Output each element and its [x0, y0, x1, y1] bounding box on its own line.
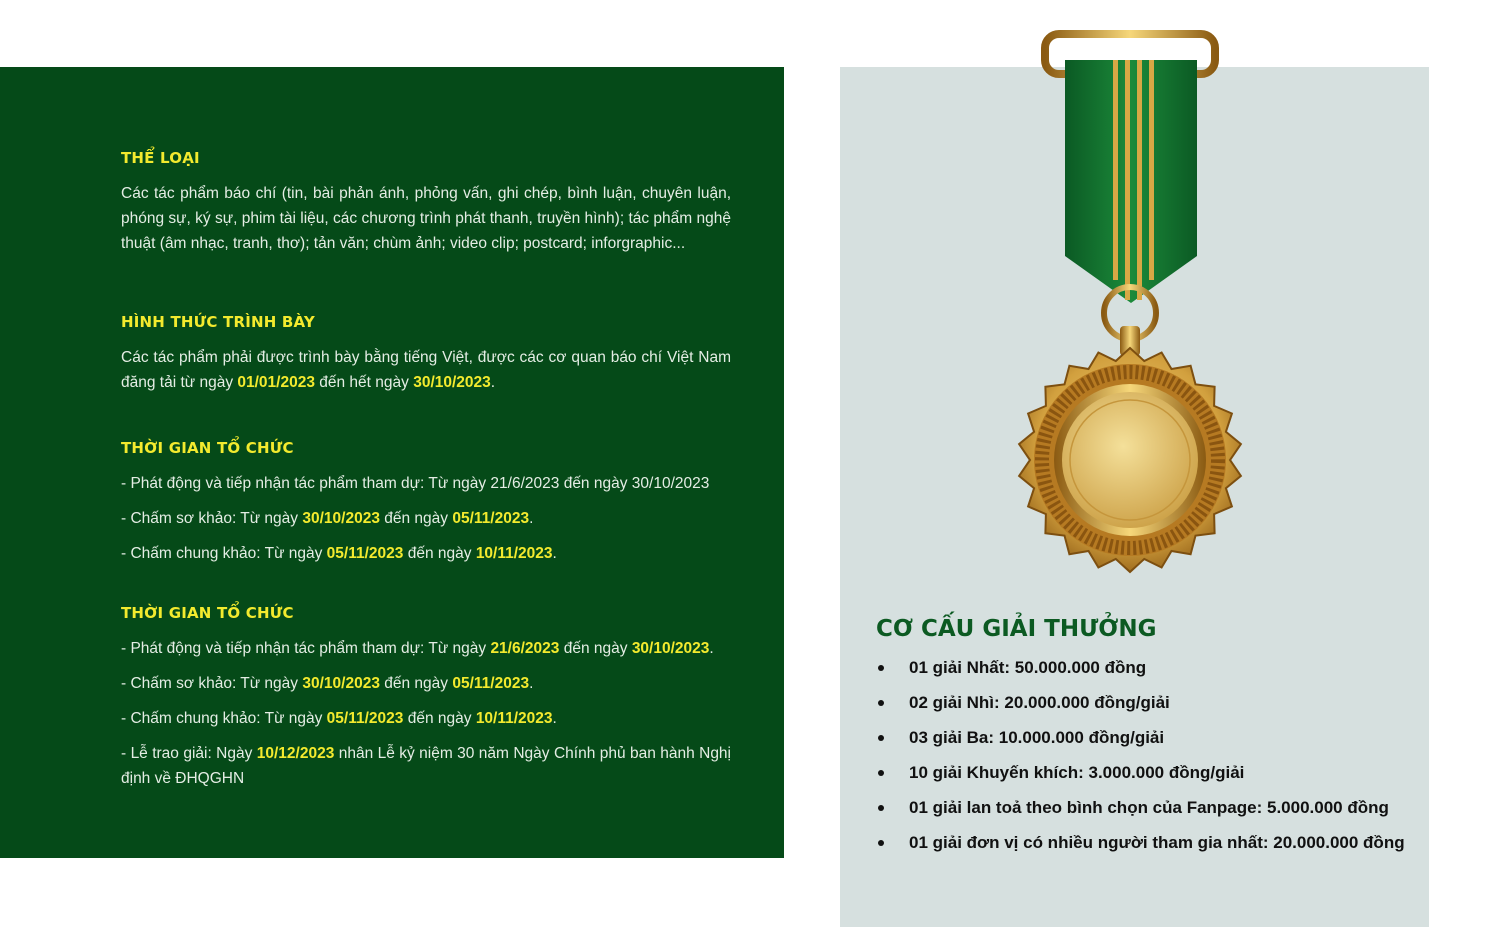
- hinh-thuc-text-part: Các tác phẩm phải được trình bày bằng tiếng Việt, được các cơ quan báo chí Việt Nam đăng tải từ ngày: [121, 349, 731, 391]
- prize-text: 01 giải đơn vị có nhiều người tham gia nhất: 20.000.000 đồng: [909, 833, 1405, 852]
- hinh-thuc-text-part: .: [490, 374, 496, 391]
- date-highlight: 30/10/2023: [631, 640, 710, 657]
- schedule-text: đến ngày: [379, 675, 453, 692]
- schedule-text: .: [529, 675, 534, 692]
- bullet-icon: [878, 805, 884, 811]
- list-item: [876, 691, 1405, 726]
- bullet-icon: [878, 735, 884, 741]
- date-highlight: 05/11/2023: [452, 675, 530, 692]
- schedule-text: - Chấm sơ khảo: Từ ngày: [121, 675, 303, 692]
- prize-structure-title: CƠ CẤU GIẢI THƯỞNG: [876, 616, 1157, 642]
- bullet-icon: [878, 840, 884, 846]
- list-item: [876, 761, 1405, 796]
- bullet-icon: [878, 770, 884, 776]
- schedule-text: đến ngày: [559, 640, 632, 657]
- schedule-text: nhân Lễ kỷ niệm 30 năm Ngày Chính phủ ban hành Nghị định về ĐHQGHN: [121, 745, 732, 787]
- date-highlight: 30/10/2023: [302, 675, 380, 692]
- schedule-text: - Chấm chung khảo: Từ ngày: [121, 710, 327, 727]
- section-heading-thoi-gian-1: THỜI GIAN TỔ CHỨC: [121, 439, 294, 457]
- schedule-line: - Phát động và tiếp nhận tác phẩm tham dự: Từ ngày 21/6/2023 đến ngày 30/10/2023: [121, 475, 710, 492]
- date-highlight: 21/6/2023: [490, 640, 560, 657]
- schedule-text: - Chấm sơ khảo: Từ ngày: [121, 510, 303, 527]
- hinh-thuc-text-part: đến hết ngày: [314, 374, 414, 391]
- gold-medal-icon: [1005, 28, 1255, 588]
- list-item: [876, 796, 1405, 831]
- date-highlight: 10/12/2023: [256, 745, 335, 762]
- info-panel: [0, 67, 784, 858]
- bullet-icon: [878, 665, 884, 671]
- date-highlight: 05/11/2023: [326, 710, 404, 727]
- schedule-text: đến ngày: [403, 545, 476, 562]
- schedule-line: [121, 506, 731, 531]
- hinh-thuc-text: [121, 345, 731, 395]
- schedule-line: [121, 636, 731, 661]
- prize-text: 02 giải Nhì: 20.000.000 đồng/giải: [909, 693, 1170, 712]
- prize-list: [876, 656, 1405, 866]
- list-item: [876, 726, 1405, 761]
- schedule-line: [121, 541, 731, 566]
- schedule-line: [121, 671, 731, 696]
- section-heading-thoi-gian-2: THỜI GIAN TỔ CHỨC: [121, 604, 294, 622]
- list-item: [876, 831, 1405, 866]
- date-highlight: 10/11/2023: [475, 545, 553, 562]
- schedule-text: đến ngày: [379, 510, 453, 527]
- schedule-text: - Phát động và tiếp nhận tác phẩm tham dự: Từ ngày: [121, 640, 491, 657]
- schedule-line-award: [121, 741, 731, 791]
- schedule-text: .: [552, 545, 557, 562]
- date-highlight: 05/11/2023: [452, 510, 530, 527]
- date-highlight: 01/01/2023: [237, 374, 315, 391]
- section-heading-hinh-thuc: HÌNH THỨC TRÌNH BÀY: [121, 313, 315, 331]
- date-highlight: 30/10/2023: [302, 510, 380, 527]
- date-highlight: 05/11/2023: [326, 545, 404, 562]
- date-highlight: 30/10/2023: [413, 374, 491, 391]
- bullet-icon: [878, 700, 884, 706]
- schedule-text: đến ngày: [403, 710, 476, 727]
- schedule-line: [121, 706, 731, 731]
- schedule-text: .: [709, 640, 714, 657]
- the-loai-text: Các tác phẩm báo chí (tin, bài phản ánh, phỏng vấn, ghi chép, bình luận, chuyên luận, phóng sự, ký sự, phim tài liệu, các chương trình phát thanh, truyền hình); tác phẩm nghệ thuật (âm nhạc, tranh, thơ); tản văn; chùm ảnh; video clip; postcard; inforgraphic...: [121, 185, 731, 252]
- schedule-text: - Lễ trao giải: Ngày: [121, 745, 257, 762]
- schedule-text: .: [552, 710, 557, 727]
- date-highlight: 10/11/2023: [475, 710, 553, 727]
- list-item: [876, 656, 1405, 691]
- prize-text: 01 giải Nhất: 50.000.000 đồng: [909, 658, 1147, 677]
- prize-text: 01 giải lan toả theo bình chọn của Fanpage: 5.000.000 đồng: [909, 798, 1389, 817]
- prize-text: 10 giải Khuyến khích: 3.000.000 đồng/giải: [909, 763, 1245, 782]
- schedule-text: - Chấm chung khảo: Từ ngày: [121, 545, 327, 562]
- section-heading-the-loai: THỂ LOẠI: [121, 149, 200, 167]
- schedule-text: .: [529, 510, 534, 527]
- prize-text: 03 giải Ba: 10.000.000 đồng/giải: [909, 728, 1165, 747]
